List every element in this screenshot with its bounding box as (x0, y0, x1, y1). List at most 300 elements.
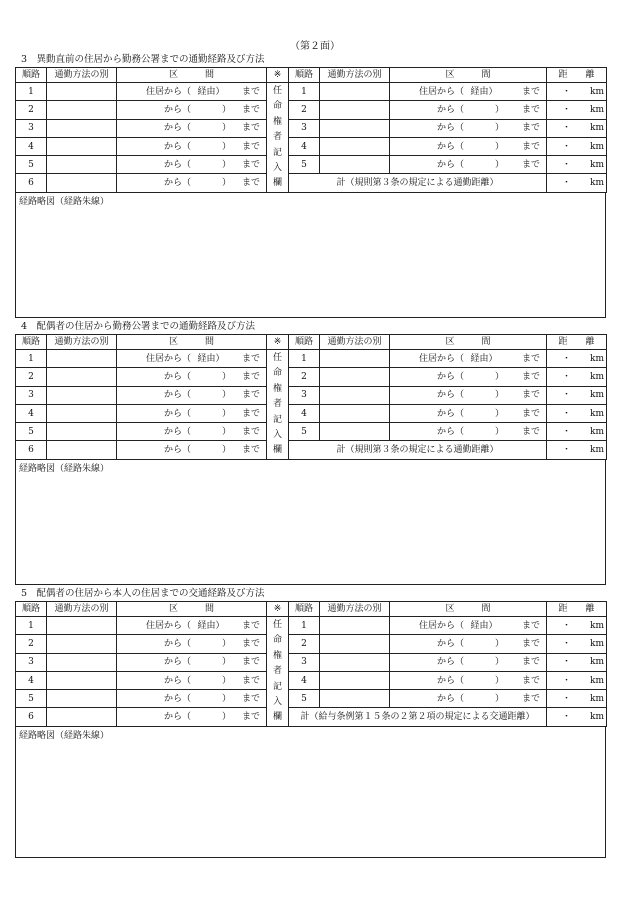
until-text: まで (241, 657, 260, 668)
total-distance-label: 計（規則第３条の規定による通勤距離） (289, 441, 547, 459)
section-cell[interactable] (117, 156, 267, 174)
section-title: 3 異動直前の住居から勤務公署までの通勤経路及び方法 (21, 54, 265, 65)
table-row (16, 386, 607, 404)
row-number: 6 (16, 708, 47, 726)
from-text: から（ (163, 445, 191, 456)
row-number: 5 (16, 423, 47, 441)
decimal-dot: ・ (561, 693, 571, 704)
vertical-char: 任 (272, 86, 282, 96)
table-row (16, 368, 607, 386)
km-unit: km (590, 408, 604, 419)
row-number: 6 (16, 441, 47, 459)
total-distance-label: 計（規則第３条の規定による通勤距離） (289, 174, 547, 192)
close-paren: ） (221, 371, 231, 382)
km-unit: km (590, 371, 604, 382)
from-text: 住居から（ (145, 353, 191, 364)
appointer-entry-column (267, 83, 289, 193)
row-number: 3 (16, 386, 47, 404)
close-paren: ） (221, 693, 231, 704)
until-text: まで (241, 104, 260, 115)
via-text: 経由） (197, 353, 225, 364)
route-map-label: 経路略図（経路朱線） (19, 463, 110, 474)
table-row (16, 671, 607, 689)
row-number: 5 (16, 156, 47, 174)
route-map-box[interactable] (15, 193, 606, 318)
decimal-dot: ・ (561, 371, 571, 382)
header-section: 区 間 (117, 602, 267, 617)
km-unit: km (590, 141, 604, 152)
header-distance: 距 離 (547, 68, 607, 83)
decimal-dot: ・ (561, 426, 571, 437)
method-cell-right[interactable] (320, 617, 390, 635)
close-paren: ） (494, 693, 504, 704)
table-row (16, 635, 607, 653)
km-unit: km (590, 620, 604, 631)
vertical-char: 欄 (272, 712, 282, 723)
section-cell-right[interactable] (390, 156, 547, 174)
via-text: 経由） (470, 620, 498, 631)
method-cell-right[interactable] (320, 635, 390, 653)
row-number-right: 3 (289, 119, 320, 137)
row-number-right: 4 (289, 404, 320, 422)
route-map-label: 経路略図（経路朱線） (19, 730, 110, 741)
header-section-right: 区 間 (390, 602, 547, 617)
method-cell-right[interactable] (320, 404, 390, 422)
close-paren: ） (494, 675, 504, 686)
via-text: 経由） (197, 86, 225, 97)
until-text: まで (521, 693, 540, 704)
section-cell[interactable] (117, 83, 267, 101)
close-paren: ） (221, 638, 231, 649)
section-cell-right[interactable] (390, 617, 547, 635)
close-paren: ） (221, 675, 231, 686)
method-cell-right[interactable] (320, 386, 390, 404)
row-number: 1 (16, 350, 47, 368)
header-mark: ※ (267, 68, 289, 83)
until-text: まで (521, 141, 540, 152)
until-text: まで (241, 408, 260, 419)
header-distance: 距 離 (547, 602, 607, 617)
table-row (16, 423, 607, 441)
route-table (15, 601, 607, 727)
distance-cell[interactable] (547, 423, 607, 441)
from-text: から（ (163, 390, 191, 401)
from-text: から（ (163, 123, 191, 134)
table-row (16, 617, 607, 635)
close-paren: ） (494, 408, 504, 419)
distance-cell[interactable] (547, 653, 607, 671)
header-order-right: 順路 (289, 602, 320, 617)
section-cell-right[interactable] (390, 137, 547, 155)
from-text: 住居から（ (145, 86, 191, 97)
row-number: 2 (16, 635, 47, 653)
vertical-char: 者 (272, 399, 282, 410)
row-number: 3 (16, 653, 47, 671)
method-cell[interactable] (47, 441, 117, 459)
section-cell-right[interactable] (390, 423, 547, 441)
row-number: 2 (16, 368, 47, 386)
row-number-right: 2 (289, 635, 320, 653)
section-cell-right[interactable] (390, 690, 547, 708)
distance-cell[interactable] (547, 635, 607, 653)
decimal-dot: ・ (561, 86, 571, 97)
distance-cell[interactable] (547, 690, 607, 708)
distance-cell[interactable] (547, 174, 607, 192)
from-text: から（ (163, 693, 191, 704)
from-text: から（ (436, 675, 464, 686)
section-cell-right[interactable] (390, 653, 547, 671)
distance-cell[interactable] (547, 708, 607, 726)
close-paren: ） (221, 445, 231, 456)
distance-cell[interactable] (547, 119, 607, 137)
method-cell-right[interactable] (320, 137, 390, 155)
distance-cell[interactable] (547, 386, 607, 404)
from-text: から（ (163, 675, 191, 686)
vertical-char: 記 (272, 681, 282, 692)
close-paren: ） (221, 426, 231, 437)
close-paren: ） (494, 371, 504, 382)
method-cell-right[interactable] (320, 368, 390, 386)
row-number-right: 4 (289, 671, 320, 689)
method-cell[interactable] (47, 350, 117, 368)
row-number: 6 (16, 174, 47, 192)
vertical-char: 任 (272, 620, 282, 630)
form-section (15, 320, 606, 585)
vertical-char: 入 (272, 430, 282, 441)
method-cell[interactable] (47, 137, 117, 155)
until-text: まで (521, 638, 540, 649)
method-cell[interactable] (47, 386, 117, 404)
method-cell[interactable] (47, 653, 117, 671)
section-cell[interactable] (117, 368, 267, 386)
section-cell[interactable] (117, 137, 267, 155)
section-cell[interactable] (117, 635, 267, 653)
section-cell[interactable] (117, 423, 267, 441)
until-text: まで (521, 123, 540, 134)
row-number: 3 (16, 119, 47, 137)
section-cell[interactable] (117, 671, 267, 689)
km-unit: km (590, 390, 604, 401)
header-section-right: 区 間 (390, 335, 547, 350)
method-cell[interactable] (47, 174, 117, 192)
section-cell[interactable] (117, 101, 267, 119)
header-order: 順路 (16, 602, 47, 617)
km-unit: km (590, 353, 604, 364)
section-cell[interactable] (117, 386, 267, 404)
section-cell-right[interactable] (390, 404, 547, 422)
from-text: から（ (163, 657, 191, 668)
method-cell[interactable] (47, 404, 117, 422)
decimal-dot: ・ (561, 353, 571, 364)
header-section-right: 区 間 (390, 68, 547, 83)
route-map-box[interactable] (15, 460, 606, 585)
from-text: から（ (436, 426, 464, 437)
row-number-right: 4 (289, 137, 320, 155)
method-cell[interactable] (47, 83, 117, 101)
section-cell[interactable] (117, 119, 267, 137)
distance-cell[interactable] (547, 101, 607, 119)
section-cell[interactable] (117, 404, 267, 422)
until-text: まで (241, 638, 260, 649)
decimal-dot: ・ (561, 638, 571, 649)
vertical-char: 権 (272, 116, 282, 127)
row-number-right: 3 (289, 653, 320, 671)
km-unit: km (590, 675, 604, 686)
from-text: から（ (436, 390, 464, 401)
table-row (16, 404, 607, 422)
method-cell-right[interactable] (320, 119, 390, 137)
from-text: から（ (436, 123, 464, 134)
method-cell[interactable] (47, 708, 117, 726)
close-paren: ） (221, 141, 231, 152)
section-cell[interactable] (117, 653, 267, 671)
method-cell[interactable] (47, 119, 117, 137)
route-map-box[interactable] (15, 727, 606, 858)
from-text: から（ (436, 693, 464, 704)
decimal-dot: ・ (561, 390, 571, 401)
distance-cell[interactable] (547, 83, 607, 101)
method-cell-right[interactable] (320, 156, 390, 174)
decimal-dot: ・ (561, 159, 571, 170)
row-number: 1 (16, 83, 47, 101)
until-text: まで (521, 657, 540, 668)
header-order: 順路 (16, 68, 47, 83)
until-text: まで (241, 159, 260, 170)
from-text: から（ (163, 638, 191, 649)
row-number-right: 5 (289, 423, 320, 441)
until-text: まで (241, 675, 260, 686)
distance-cell[interactable] (547, 441, 607, 459)
from-text: から（ (436, 104, 464, 115)
vertical-char: 入 (272, 697, 282, 708)
header-mark: ※ (267, 602, 289, 617)
close-paren: ） (494, 657, 504, 668)
header-method-right: 通勤方法の別 (320, 335, 390, 350)
section-cell[interactable] (117, 174, 267, 192)
header-order-right: 順路 (289, 335, 320, 350)
close-paren: ） (221, 390, 231, 401)
until-text: まで (241, 445, 260, 456)
section-cell[interactable] (117, 441, 267, 459)
from-text: 住居から（ (418, 353, 464, 364)
table-row (16, 441, 607, 459)
method-cell-right[interactable] (320, 350, 390, 368)
row-number: 4 (16, 671, 47, 689)
from-text: から（ (436, 657, 464, 668)
close-paren: ） (221, 712, 231, 723)
km-unit: km (590, 693, 604, 704)
from-text: から（ (436, 141, 464, 152)
until-text: まで (241, 426, 260, 437)
vertical-char: 記 (272, 414, 282, 425)
close-paren: ） (494, 123, 504, 134)
until-text: まで (521, 408, 540, 419)
until-text: まで (521, 159, 540, 170)
distance-cell[interactable] (547, 350, 607, 368)
until-text: まで (241, 712, 260, 723)
table-row (16, 101, 607, 119)
until-text: まで (521, 86, 540, 97)
decimal-dot: ・ (561, 141, 571, 152)
until-text: まで (241, 141, 260, 152)
method-cell[interactable] (47, 101, 117, 119)
section-cell-right[interactable] (390, 386, 547, 404)
distance-cell[interactable] (547, 671, 607, 689)
distance-cell[interactable] (547, 156, 607, 174)
km-unit: km (590, 712, 604, 723)
table-row (16, 156, 607, 174)
table-row (16, 119, 607, 137)
route-table (15, 334, 607, 460)
until-text: まで (241, 371, 260, 382)
close-paren: ） (494, 141, 504, 152)
method-cell-right[interactable] (320, 671, 390, 689)
from-text: から（ (163, 426, 191, 437)
method-cell[interactable] (47, 617, 117, 635)
table-row (16, 174, 607, 192)
from-text: から（ (163, 712, 191, 723)
header-method-right: 通勤方法の別 (320, 68, 390, 83)
method-cell[interactable] (47, 671, 117, 689)
close-paren: ） (221, 123, 231, 134)
row-number: 5 (16, 690, 47, 708)
row-number-right: 5 (289, 156, 320, 174)
from-text: から（ (163, 371, 191, 382)
until-text: まで (521, 675, 540, 686)
decimal-dot: ・ (561, 712, 571, 723)
section-cell-right[interactable] (390, 101, 547, 119)
distance-cell[interactable] (547, 617, 607, 635)
km-unit: km (590, 445, 604, 456)
row-number: 2 (16, 101, 47, 119)
header-method: 通勤方法の別 (47, 602, 117, 617)
from-text: から（ (163, 178, 191, 189)
decimal-dot: ・ (561, 445, 571, 456)
from-text: から（ (163, 159, 191, 170)
close-paren: ） (221, 657, 231, 668)
method-cell-right[interactable] (320, 83, 390, 101)
vertical-char: 者 (272, 666, 282, 677)
via-text: 経由） (470, 86, 498, 97)
vertical-char: 命 (272, 635, 282, 646)
section-cell[interactable] (117, 708, 267, 726)
header-method-right: 通勤方法の別 (320, 602, 390, 617)
table-row (16, 137, 607, 155)
section-cell[interactable] (117, 617, 267, 635)
method-cell[interactable] (47, 690, 117, 708)
method-cell-right[interactable] (320, 690, 390, 708)
section-cell-right[interactable] (390, 368, 547, 386)
section-cell-right[interactable] (390, 671, 547, 689)
from-text: から（ (163, 104, 191, 115)
km-unit: km (590, 104, 604, 115)
from-text: 住居から（ (418, 620, 464, 631)
km-unit: km (590, 178, 604, 189)
section-title: 4 配偶者の住居から勤務公署までの通勤経路及び方法 (21, 321, 256, 332)
table-row (16, 690, 607, 708)
until-text: まで (521, 390, 540, 401)
table-row (16, 653, 607, 671)
row-number: 4 (16, 404, 47, 422)
decimal-dot: ・ (561, 620, 571, 631)
section-cell-right[interactable] (390, 119, 547, 137)
method-cell[interactable] (47, 156, 117, 174)
vertical-char: 者 (272, 132, 282, 143)
appointer-entry-column (267, 350, 289, 460)
header-mark: ※ (267, 335, 289, 350)
header-section: 区 間 (117, 335, 267, 350)
vertical-char: 欄 (272, 178, 282, 189)
until-text: まで (521, 104, 540, 115)
until-text: まで (241, 353, 260, 364)
until-text: まで (521, 426, 540, 437)
section-cell[interactable] (117, 350, 267, 368)
section-cell-right[interactable] (390, 635, 547, 653)
distance-cell[interactable] (547, 137, 607, 155)
method-cell-right[interactable] (320, 423, 390, 441)
method-cell[interactable] (47, 368, 117, 386)
vertical-char: 任 (272, 353, 282, 363)
appointer-entry-column (267, 617, 289, 727)
section-cell[interactable] (117, 690, 267, 708)
until-text: まで (241, 178, 260, 189)
row-number: 4 (16, 137, 47, 155)
from-text: 住居から（ (418, 86, 464, 97)
from-text: から（ (436, 638, 464, 649)
from-text: から（ (163, 408, 191, 419)
method-cell-right[interactable] (320, 101, 390, 119)
section-title: 5 配偶者の住居から本人の住居までの交通経路及び方法 (21, 588, 265, 599)
until-text: まで (521, 620, 540, 631)
close-paren: ） (221, 178, 231, 189)
header-section: 区 間 (117, 68, 267, 83)
from-text: 住居から（ (145, 620, 191, 631)
via-text: 経由） (470, 353, 498, 364)
table-row (16, 350, 607, 368)
method-cell[interactable] (47, 635, 117, 653)
route-table (15, 67, 607, 193)
close-paren: ） (494, 159, 504, 170)
method-cell-right[interactable] (320, 653, 390, 671)
row-number-right: 5 (289, 690, 320, 708)
row-number-right: 1 (289, 83, 320, 101)
page-label: （第２面） (290, 41, 340, 52)
vertical-char: 命 (272, 101, 282, 112)
table-row (16, 83, 607, 101)
vertical-char: 命 (272, 368, 282, 379)
route-map-label: 経路略図（経路朱線） (19, 196, 110, 207)
distance-cell[interactable] (547, 368, 607, 386)
method-cell[interactable] (47, 423, 117, 441)
decimal-dot: ・ (561, 123, 571, 134)
header-order-right: 順路 (289, 68, 320, 83)
until-text: まで (241, 86, 260, 97)
until-text: まで (241, 123, 260, 134)
vertical-char: 権 (272, 383, 282, 394)
section-cell-right[interactable] (390, 350, 547, 368)
vertical-char: 欄 (272, 445, 282, 456)
section-cell-right[interactable] (390, 83, 547, 101)
distance-cell[interactable] (547, 404, 607, 422)
decimal-dot: ・ (561, 178, 571, 189)
form-section (15, 587, 606, 858)
from-text: から（ (163, 141, 191, 152)
until-text: まで (241, 390, 260, 401)
km-unit: km (590, 123, 604, 134)
header-order: 順路 (16, 335, 47, 350)
form-section (15, 53, 606, 318)
until-text: まで (521, 371, 540, 382)
